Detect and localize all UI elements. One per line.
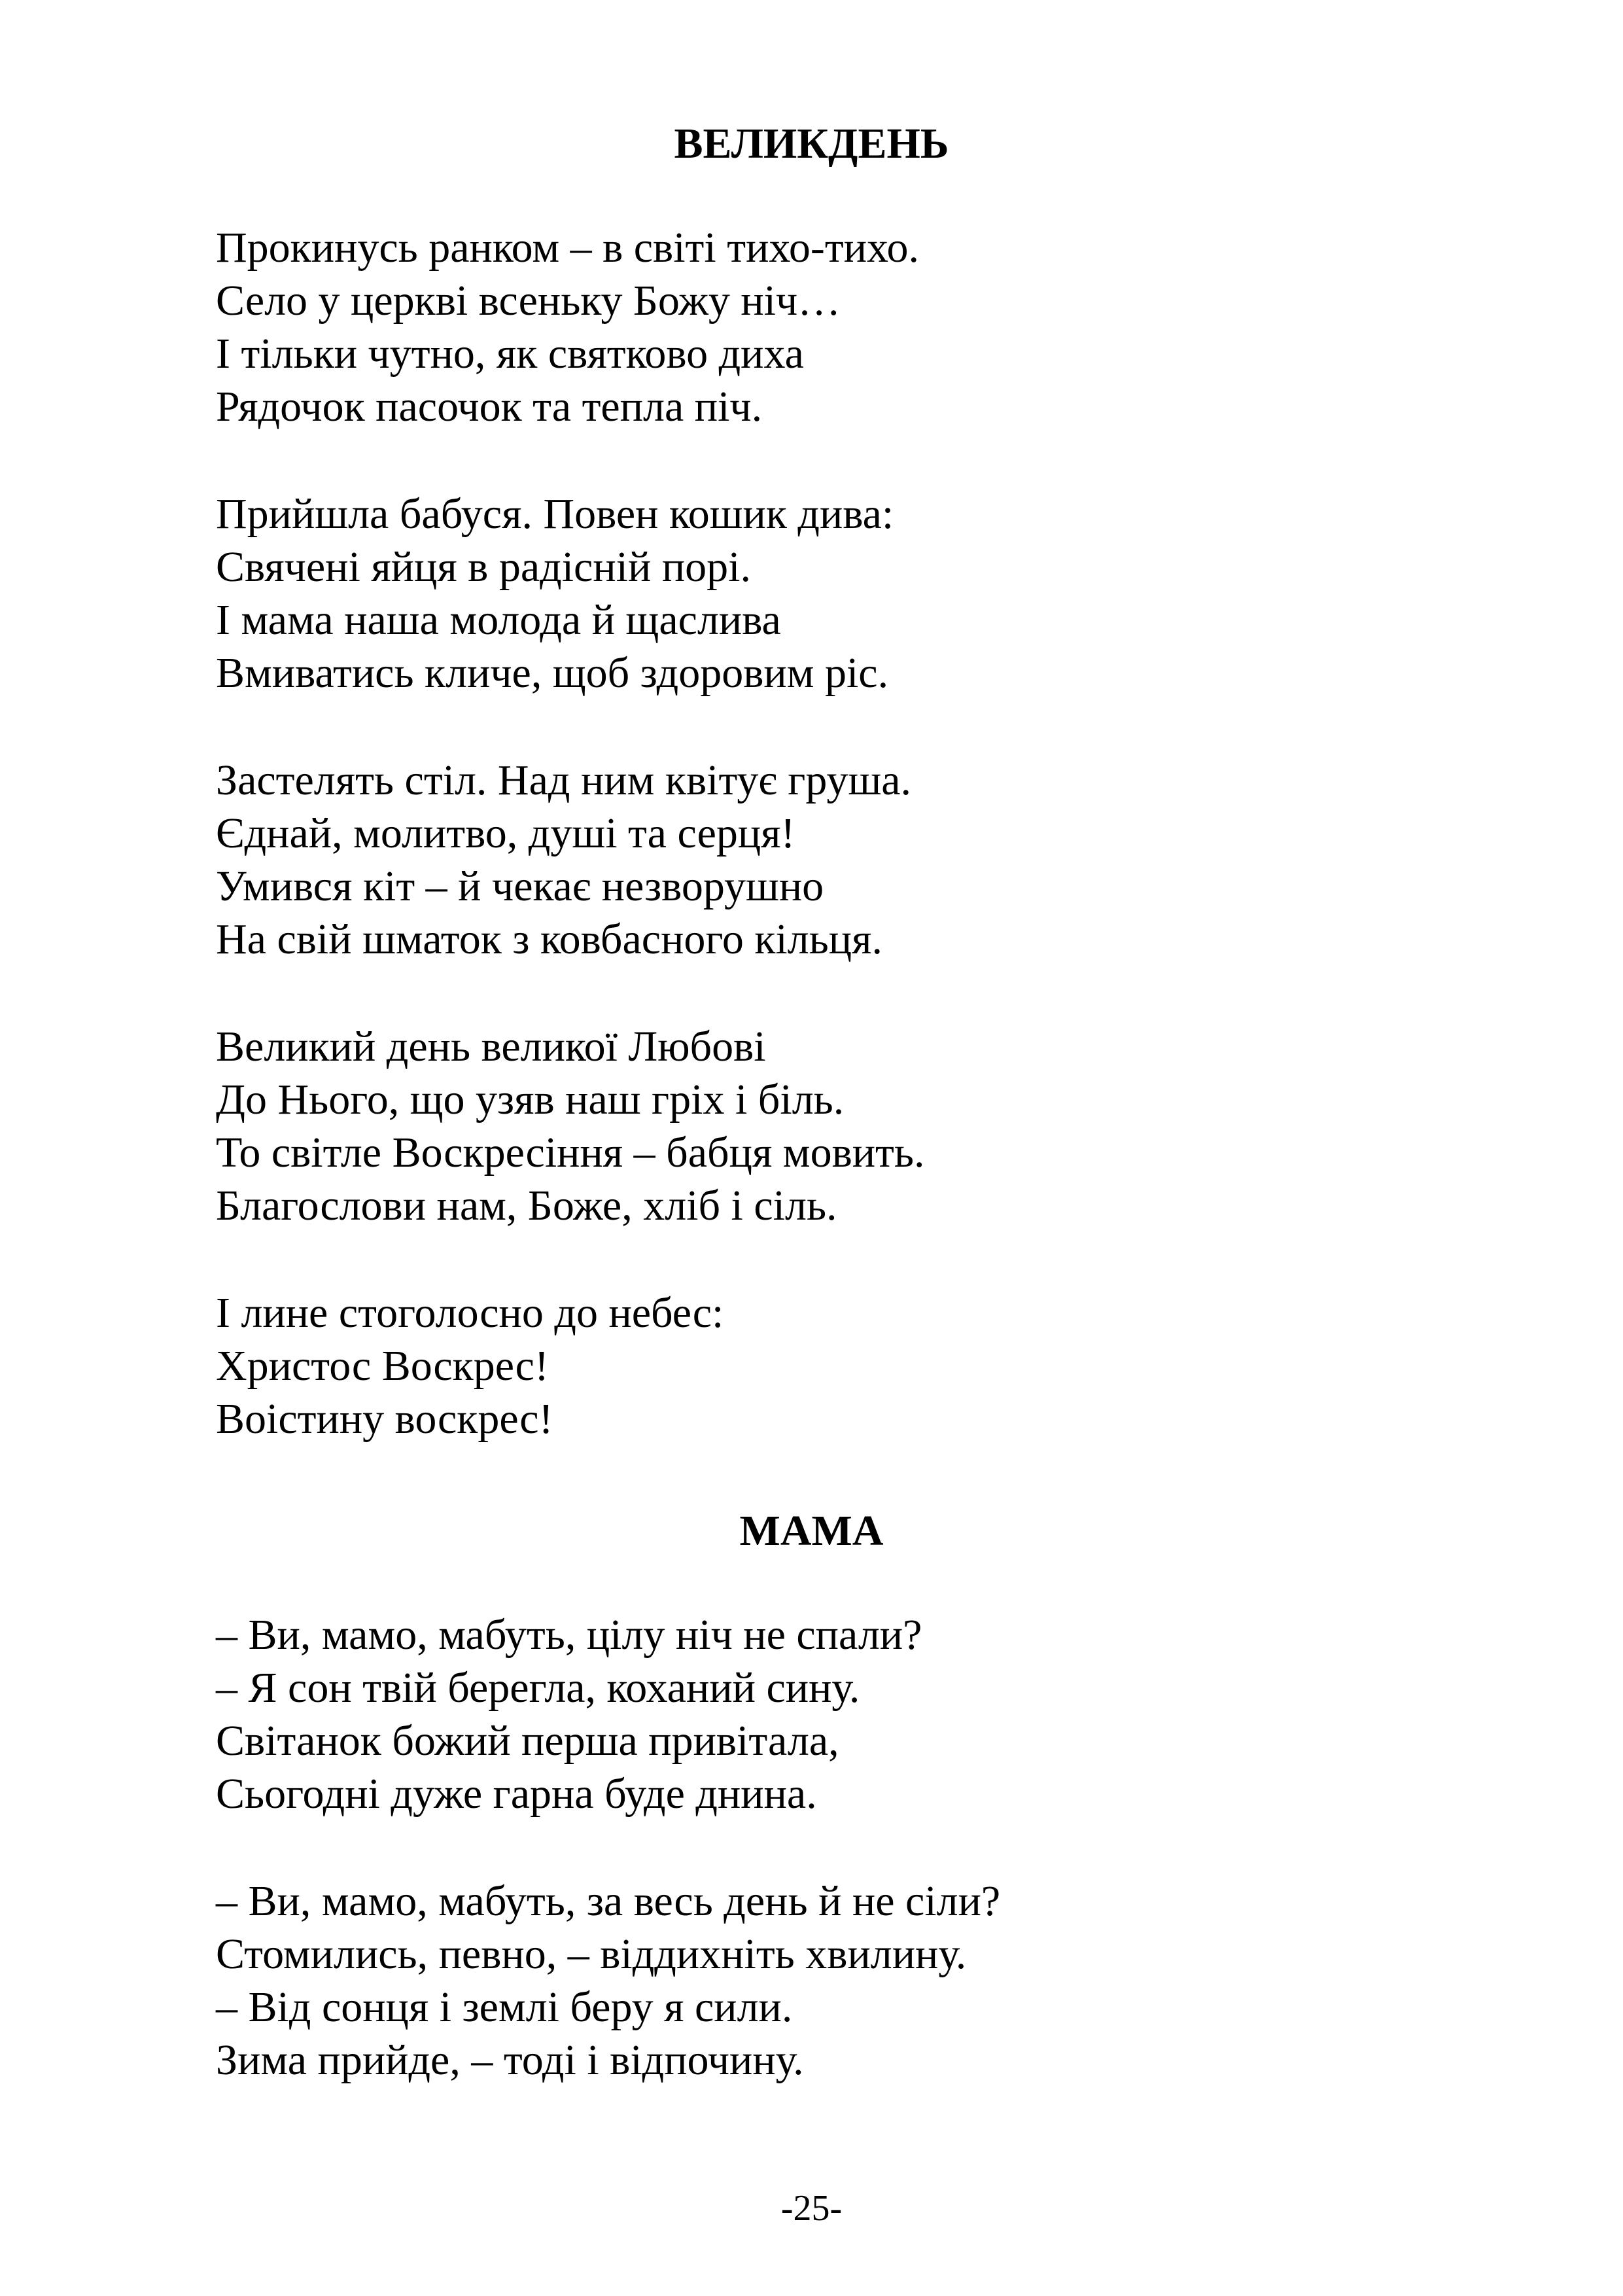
poem-line: Єднай, молитво, душі та серця! — [216, 809, 795, 857]
poem-line: І мама наша молода й щаслива — [216, 596, 781, 644]
page-number: -25- — [780, 2188, 843, 2229]
poem-title: ВЕЛИКДЕНЬ — [674, 120, 949, 168]
poem-line: – Ви, мамо, мабуть, цілу ніч не спали? — [216, 1611, 922, 1659]
stanza — [216, 487, 1524, 699]
poem-title: МАМА — [739, 1507, 884, 1555]
poem-line: Воістину воскрес! — [216, 1395, 553, 1443]
stanza — [216, 754, 1524, 966]
stanza — [216, 1286, 1524, 1445]
stanza — [216, 221, 1524, 433]
poem-line: То світле Воскресіння – бабця мовить. — [216, 1129, 925, 1176]
poem-body — [216, 1608, 1524, 2087]
poem-line: Прийшла бабуся. Повен кошик дива: — [216, 490, 894, 538]
poem-line: Умився кіт – й чекає незворушно — [216, 862, 824, 910]
poem-line: Застелять стіл. Над ним квітує груша. — [216, 756, 912, 804]
poem-line: Рядочок пасочок та тепла піч. — [216, 383, 763, 431]
poem-line: До Нього, що узяв наш гріх і біль. — [216, 1076, 845, 1123]
stanza — [216, 1020, 1524, 1232]
poem-line: Село у церкві всеньку Божу ніч… — [216, 277, 841, 325]
poem-line: – Від сонця і землі беру я сили. — [216, 1983, 793, 2031]
stanza — [216, 1608, 1524, 1820]
stanza — [216, 1875, 1524, 2087]
poem-line: – Я сон твій берегла, коханий сину. — [216, 1664, 860, 1712]
poem-body — [216, 221, 1524, 1445]
poem-line: Христос Воскрес! — [216, 1342, 549, 1390]
poem-line: Вмиватись кличе, щоб здоровим ріс. — [216, 649, 889, 697]
poem-line: І лине стоголосно до небес: — [216, 1289, 724, 1337]
poem-line: Благослови нам, Боже, хліб і сіль. — [216, 1182, 837, 1229]
poem-line: Сьогодні дуже гарна буде днина. — [216, 1770, 817, 1818]
poem-line: На свій шматок з ковбасного кільця. — [216, 915, 882, 963]
poem-line: Зима прийде, – тоді і відпочину. — [216, 2036, 804, 2084]
poem-line: Стомились, певно, – віддихніть хвилину. — [216, 1930, 967, 1978]
poem-line: Свячені яйця в радісній порі. — [216, 543, 751, 591]
poem-line: І тільки чутно, як святково диха — [216, 330, 804, 378]
poem-line: – Ви, мамо, мабуть, за весь день й не сіли? — [216, 1877, 1001, 1925]
poem-line: Прокинусь ранком – в світі тихо-тихо. — [216, 224, 920, 272]
poem-line: Світанок божий перша привітала, — [216, 1717, 839, 1765]
poem-line: Великий день великої Любові — [216, 1023, 766, 1070]
